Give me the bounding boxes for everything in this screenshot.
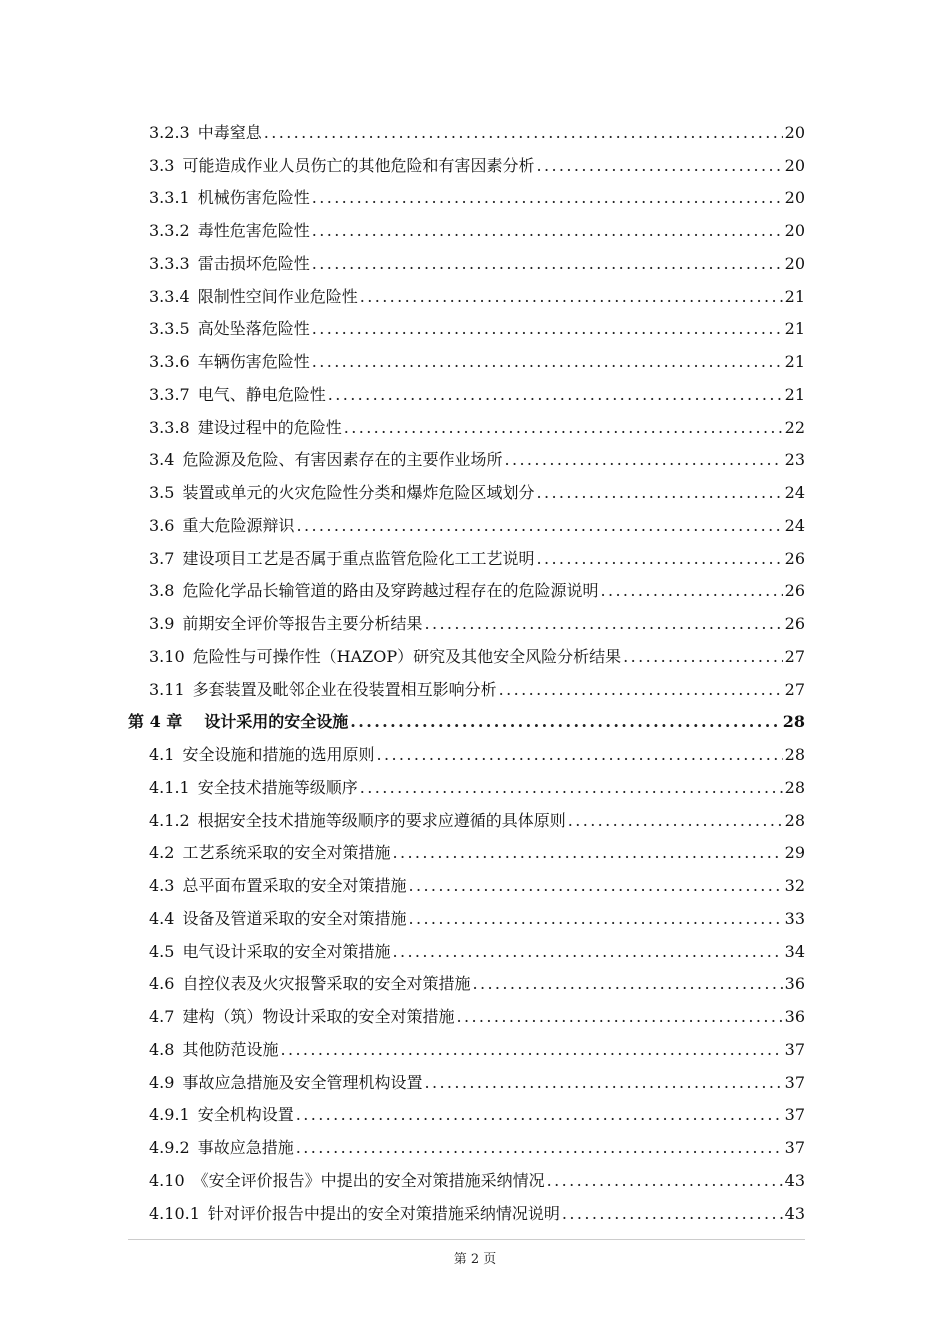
toc-entry-number: 3.3.6 [149, 352, 190, 371]
dot-leader [296, 1138, 783, 1158]
toc-entry-title: 事故应急措施及安全管理机构设置 [182, 1072, 423, 1092]
toc-entry[interactable] [128, 1093, 805, 1126]
toc-entry[interactable] [128, 962, 805, 995]
dot-leader [296, 1105, 783, 1125]
dot-leader [408, 876, 782, 896]
toc-entry-title: 设计采用的安全设施 [204, 712, 349, 732]
toc-entry-title: 电气设计采取的安全对策措施 [182, 941, 391, 961]
toc-entry-title: 建设项目工艺是否属于重点监管危险化工工艺说明 [182, 548, 535, 568]
toc-entry-title: 建构（筑）物设计采取的安全对策措施 [182, 1007, 455, 1026]
toc-entry-number: 4.1.1 [149, 777, 190, 797]
toc-entry-page: 23 [784, 450, 805, 470]
toc-entry-page: 43 [784, 1170, 805, 1190]
dot-leader [536, 483, 782, 503]
dot-leader [472, 974, 782, 994]
dot-leader [424, 614, 782, 634]
toc-entry-title: 多套装置及毗邻企业在役装置相互影响分析 [192, 679, 497, 699]
toc-entry-page: 20 [784, 122, 805, 142]
dot-leader [280, 1040, 782, 1060]
toc-entry[interactable] [128, 1027, 805, 1060]
dot-leader [376, 745, 782, 765]
toc-entry-number: 4.4 [149, 908, 175, 928]
dot-leader [499, 680, 783, 700]
toc-entry-number: 4.8 [149, 1039, 175, 1059]
toc-entry-title: 雷击损坏危险性 [197, 253, 310, 273]
toc-chapter-entry[interactable] [128, 700, 805, 733]
toc-entry-number: 3.2.3 [149, 122, 190, 142]
toc-entry[interactable] [128, 667, 805, 700]
toc-entry-number: 3.9 [149, 614, 175, 633]
toc-entry-page: 43 [784, 1203, 805, 1223]
toc-entry-title: 重大危险源辩识 [182, 515, 295, 535]
toc-entry[interactable] [128, 601, 805, 634]
toc-entry-number: 4.1.2 [149, 810, 190, 830]
dot-leader [312, 319, 783, 339]
toc-entry-number: 3.3 [149, 155, 175, 175]
toc-entry[interactable] [128, 1191, 805, 1224]
toc-entry-number: 4.5 [149, 941, 175, 961]
toc-entry-page: 24 [784, 483, 805, 502]
toc-entry-page: 27 [784, 679, 805, 699]
dot-leader [456, 1007, 782, 1027]
toc-entry-number: 3.6 [149, 515, 175, 535]
toc-entry[interactable] [128, 339, 805, 372]
toc-entry-number: 4.6 [149, 974, 175, 994]
toc-entry[interactable] [128, 405, 805, 438]
toc-entry-title: 安全机构设置 [197, 1105, 294, 1125]
dot-leader [504, 450, 782, 470]
toc-entry-number: 3.8 [149, 581, 175, 601]
toc-entry-page: 20 [784, 253, 805, 273]
dot-leader [424, 1073, 782, 1093]
toc-entry[interactable] [128, 536, 805, 569]
dot-leader [350, 712, 780, 732]
toc-entry[interactable] [128, 798, 805, 831]
dot-leader [264, 123, 783, 143]
toc-entry-page: 20 [784, 188, 805, 208]
toc-entry-title: 危险化学品长输管道的路由及穿跨越过程存在的危险源说明 [182, 581, 599, 601]
dot-leader [408, 909, 782, 929]
toc-entry-page: 21 [784, 319, 805, 339]
dot-leader [312, 221, 783, 241]
toc-entry[interactable] [128, 208, 805, 241]
dot-leader [312, 352, 783, 372]
toc-entry-title: 可能造成作业人员伤亡的其他危险和有害因素分析 [182, 155, 535, 175]
page-number: 第 2 页 [453, 1252, 497, 1267]
toc-entry-page: 37 [784, 1105, 805, 1125]
toc-entry-title: 《安全评价报告》中提出的安全对策措施采纳情况 [192, 1170, 545, 1190]
toc-entry-page: 36 [784, 1007, 805, 1026]
toc-entry-page: 24 [784, 515, 805, 535]
dot-leader [392, 843, 782, 863]
toc-entry-page: 20 [784, 155, 805, 175]
toc-entry[interactable] [128, 1060, 805, 1093]
toc-entry-page: 21 [784, 352, 805, 371]
toc-entry[interactable] [128, 634, 805, 667]
toc-entry[interactable] [128, 863, 805, 896]
dot-leader [312, 188, 783, 208]
toc-entry[interactable] [128, 241, 805, 274]
toc-entry-number: 3.7 [149, 548, 175, 568]
toc-entry[interactable] [128, 765, 805, 798]
toc-entry-page: 26 [784, 614, 805, 633]
toc-entry-title: 根据安全技术措施等级顺序的要求应遵循的具体原则 [197, 810, 566, 830]
toc-entry-number: 3.11 [149, 679, 185, 699]
toc-entry-page: 22 [784, 417, 805, 437]
toc-entry-title: 前期安全评价等报告主要分析结果 [182, 614, 423, 633]
toc-entry-page: 21 [784, 286, 805, 306]
toc-entry-title: 针对评价报告中提出的安全对策措施采纳情况说明 [207, 1203, 560, 1223]
dot-leader [344, 418, 783, 438]
toc-entry-number: 4.9.1 [149, 1105, 190, 1125]
toc-entry-number: 3.3.5 [149, 319, 190, 339]
toc-entry-page: 36 [784, 974, 805, 994]
toc-entry-title: 总平面布置采取的安全对策措施 [182, 876, 407, 895]
toc-entry-page: 28 [784, 745, 805, 764]
dot-leader [600, 581, 782, 601]
toc-entry[interactable] [128, 831, 805, 864]
toc-entry-number: 3.3.3 [149, 253, 190, 273]
toc-entry-number: 3.3.1 [149, 188, 190, 208]
toc-entry-title: 安全设施和措施的选用原则 [182, 745, 375, 764]
toc-entry-title: 电气、静电危险性 [197, 384, 326, 404]
toc-entry[interactable] [128, 994, 805, 1027]
dot-leader [360, 778, 783, 798]
toc-entry-number: 4.2 [149, 843, 175, 863]
toc-entry-title: 危险源及危险、有害因素存在的主要作业场所 [182, 450, 503, 470]
toc-entry-number: 3.4 [149, 450, 175, 470]
dot-leader [547, 1171, 783, 1191]
toc-entry[interactable] [128, 1125, 805, 1158]
toc-entry-number: 4.9.2 [149, 1138, 190, 1157]
toc-entry-title: 危险性与可操作性（HAZOP）研究及其他安全风险分析结果 [192, 646, 622, 666]
toc-entry-page: 28 [784, 777, 805, 797]
toc-entry-page: 26 [784, 548, 805, 568]
toc-entry-page: 27 [784, 646, 805, 666]
toc-entry-page: 37 [784, 1072, 805, 1092]
toc-entry[interactable] [128, 438, 805, 471]
toc-entry[interactable] [128, 143, 805, 176]
toc-entry[interactable] [128, 470, 805, 503]
dot-leader [536, 156, 782, 176]
toc-entry-page: 28 [784, 810, 805, 830]
toc-entry-number: 3.3.8 [149, 417, 190, 437]
dot-leader [328, 385, 783, 405]
toc-entry-title: 中毒窒息 [197, 122, 262, 142]
toc-entry-number: 4.10 [149, 1170, 185, 1190]
toc-entry-number: 3.5 [149, 483, 175, 502]
toc-entry-number: 3.3.4 [149, 286, 190, 306]
dot-leader [562, 1204, 783, 1224]
toc-entry-title: 车辆伤害危险性 [197, 352, 310, 371]
toc-entry-title: 工艺系统采取的安全对策措施 [182, 843, 391, 863]
toc-entry-page: 28 [782, 712, 805, 732]
toc-entry-page: 37 [784, 1039, 805, 1059]
toc-entry[interactable] [128, 110, 805, 143]
toc-entry-number: 4.3 [149, 876, 175, 895]
toc-entry-title: 机械伤害危险性 [197, 188, 310, 208]
toc-entry-title: 自控仪表及火灾报警采取的安全对策措施 [182, 974, 471, 994]
toc-entry[interactable] [128, 929, 805, 962]
toc-entry-number: 4.10.1 [149, 1203, 200, 1223]
toc-entry-page: 34 [784, 941, 805, 961]
dot-leader [360, 287, 783, 307]
dot-leader [312, 254, 783, 274]
toc-entry-number: 3.10 [149, 646, 185, 666]
toc-entry[interactable] [128, 896, 805, 929]
table-of-contents [128, 110, 805, 1224]
toc-entry-page: 32 [784, 876, 805, 895]
dot-leader [392, 942, 782, 962]
dot-leader [536, 549, 782, 569]
toc-entry-title: 事故应急措施 [197, 1138, 294, 1157]
toc-entry-page: 37 [784, 1138, 805, 1157]
toc-entry-page: 33 [784, 908, 805, 928]
toc-entry-page: 26 [784, 581, 805, 601]
toc-entry-page: 29 [784, 843, 805, 863]
toc-entry-title: 装置或单元的火灾危险性分类和爆炸危险区域划分 [182, 483, 535, 502]
toc-entry[interactable] [128, 1158, 805, 1191]
footer-divider [128, 1239, 805, 1240]
toc-entry[interactable] [128, 503, 805, 536]
toc-entry-title: 其他防范设施 [182, 1039, 279, 1059]
toc-entry-title: 设备及管道采取的安全对策措施 [182, 908, 407, 928]
dot-leader [296, 516, 782, 536]
toc-entry-title: 高处坠落危险性 [197, 319, 310, 339]
toc-entry-number: 4.7 [149, 1007, 175, 1026]
toc-entry[interactable] [128, 372, 805, 405]
toc-entry[interactable] [128, 732, 805, 765]
toc-entry-title: 毒性危害危险性 [197, 221, 310, 240]
toc-entry-number: 第 4 章 [128, 712, 183, 732]
toc-entry[interactable] [128, 307, 805, 340]
toc-entry-number: 3.3.7 [149, 384, 190, 404]
toc-entry-number: 4.9 [149, 1072, 175, 1092]
toc-entry-page: 20 [784, 221, 805, 240]
toc-entry[interactable] [128, 176, 805, 209]
toc-entry-title: 建设过程中的危险性 [197, 417, 342, 437]
toc-entry[interactable] [128, 569, 805, 602]
toc-entry-page: 21 [784, 384, 805, 404]
dot-leader [568, 811, 783, 831]
toc-entry-number: 4.1 [149, 745, 175, 764]
dot-leader [623, 647, 783, 667]
toc-entry-title: 限制性空间作业危险性 [197, 286, 358, 306]
toc-entry-number: 3.3.2 [149, 221, 190, 240]
toc-entry[interactable] [128, 274, 805, 307]
toc-entry-title: 安全技术措施等级顺序 [197, 777, 358, 797]
